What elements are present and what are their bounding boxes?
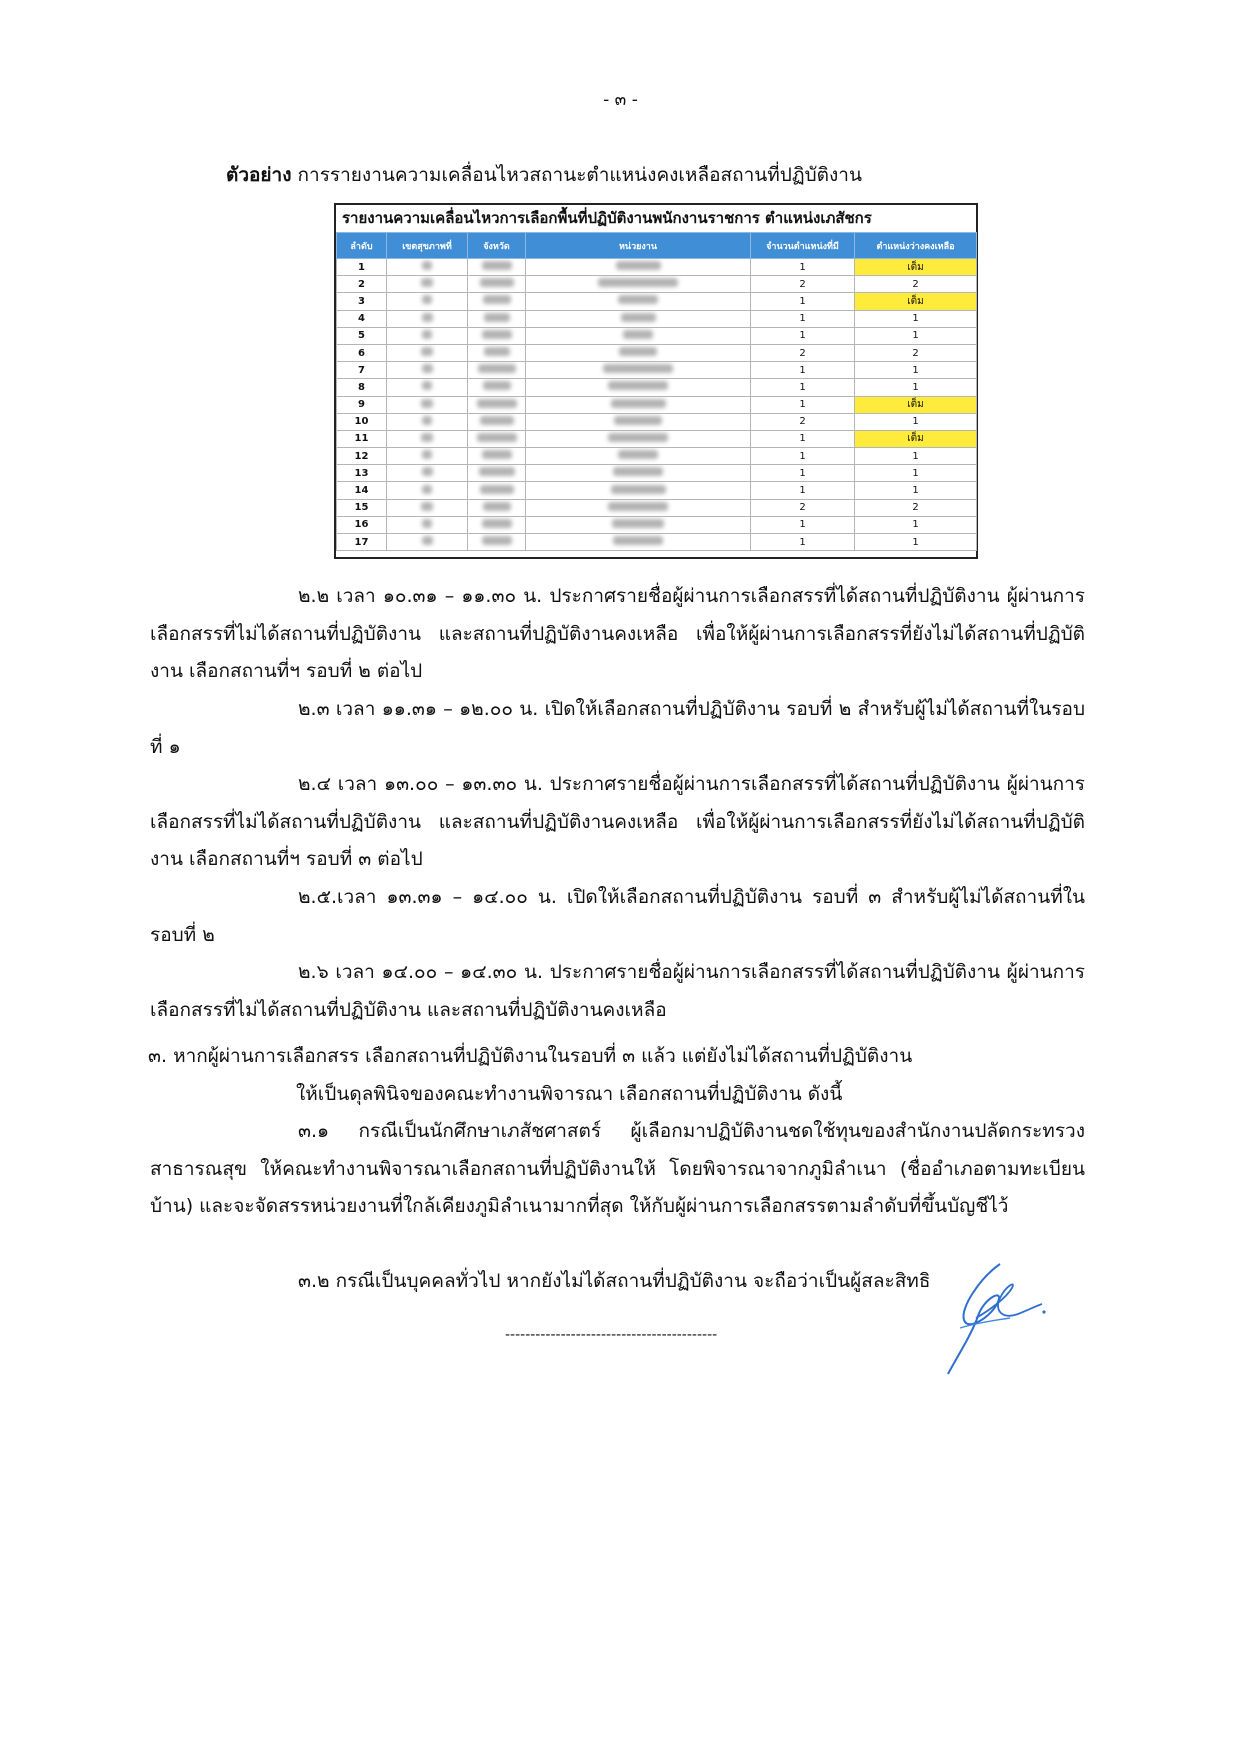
- paragraph-2-6: [150, 954, 1085, 1029]
- positions-cell: 1: [751, 482, 855, 499]
- unit-cell: [526, 534, 751, 551]
- redacted-text: [611, 485, 666, 494]
- province-cell: [468, 327, 526, 344]
- health-zone-cell: [387, 310, 468, 327]
- redacted-text: [616, 261, 661, 270]
- row-number-cell: 17: [337, 534, 387, 551]
- redacted-text: [484, 347, 510, 356]
- remaining-cell: 1: [855, 465, 977, 482]
- table-row: [337, 534, 977, 551]
- unit-cell: [526, 465, 751, 482]
- positions-cell: 2: [751, 276, 855, 293]
- header-cell: ลำดับ: [337, 233, 387, 259]
- handwritten-signature: [940, 1258, 1050, 1378]
- remaining-cell: เต็ม: [855, 430, 977, 447]
- redacted-text: [608, 381, 668, 390]
- positions-cell: 2: [751, 344, 855, 361]
- health-zone-cell: [387, 465, 468, 482]
- sample-report-table: [334, 203, 978, 559]
- province-cell: [468, 310, 526, 327]
- province-cell: [468, 344, 526, 361]
- row-number-cell: 14: [337, 482, 387, 499]
- positions-cell: 1: [751, 293, 855, 310]
- redacted-text: [619, 347, 657, 356]
- redacted-text: [598, 278, 678, 287]
- province-cell: [468, 430, 526, 447]
- redacted-text: [623, 330, 653, 339]
- table-row: [337, 499, 977, 516]
- unit-cell: [526, 327, 751, 344]
- redacted-text: [477, 433, 517, 442]
- table-title: รายงานความเคลื่อนไหวการเลือกพื้นที่ปฏิบัติงานพนักงานราชการ ตำแหน่งเภสัชกร: [342, 209, 872, 227]
- positions-cell: 1: [751, 516, 855, 533]
- redacted-text: [479, 467, 515, 476]
- unit-cell: [526, 396, 751, 413]
- paragraph-text: ให้เป็นดุลพินิจของคณะทำงานพิจารณา เลือกสถานที่ปฏิบัติงาน ดังนี้: [296, 1082, 843, 1105]
- row-number-cell: 8: [337, 379, 387, 396]
- province-cell: [468, 413, 526, 430]
- redacted-text: [618, 295, 658, 304]
- redacted-text: [422, 364, 433, 373]
- province-cell: [468, 465, 526, 482]
- health-zone-cell: [387, 293, 468, 310]
- table-row: [337, 430, 977, 447]
- table-header-row: [337, 233, 977, 259]
- remaining-cell: 1: [855, 516, 977, 533]
- report-grid: [336, 232, 977, 551]
- paragraph-text: ๓.๒ กรณีเป็นบุคคลทั่วไป หากยังไม่ได้สถานที่ปฏิบัติงาน จะถือว่าเป็นผู้สละสิทธิ: [298, 1270, 931, 1292]
- redacted-text: [422, 536, 433, 545]
- redacted-text: [422, 450, 432, 459]
- example-caption: [226, 160, 862, 190]
- remaining-cell: 1: [855, 310, 977, 327]
- header-cell: หน่วยงาน: [526, 233, 751, 259]
- health-zone-cell: [387, 499, 468, 516]
- row-number-cell: 1: [337, 259, 387, 276]
- unit-cell: [526, 482, 751, 499]
- health-zone-cell: [387, 379, 468, 396]
- province-cell: [468, 276, 526, 293]
- row-number-cell: 7: [337, 362, 387, 379]
- health-zone-cell: [387, 482, 468, 499]
- table-row: [337, 413, 977, 430]
- row-number-cell: 12: [337, 448, 387, 465]
- unit-cell: [526, 499, 751, 516]
- paragraph-2-4: [150, 766, 1085, 879]
- table-row: [337, 396, 977, 413]
- positions-cell: 1: [751, 379, 855, 396]
- redacted-text: [478, 364, 516, 373]
- remaining-cell: 1: [855, 448, 977, 465]
- health-zone-cell: [387, 362, 468, 379]
- redacted-text: [422, 467, 433, 476]
- unit-cell: [526, 430, 751, 447]
- unit-cell: [526, 344, 751, 361]
- redacted-text: [483, 502, 511, 511]
- paragraph-2-2: [150, 578, 1085, 691]
- paragraph-text: ๓. หากผู้ผ่านการเลือกสรร เลือกสถานที่ปฏิบัติงานในรอบที่ ๓ แล้ว แต่ยังไม่ได้สถานที่ปฏิบัติงาน: [148, 1045, 913, 1067]
- redacted-text: [603, 364, 673, 373]
- remaining-cell: 1: [855, 327, 977, 344]
- redacted-text: [613, 536, 663, 545]
- example-label: ตัวอย่าง: [226, 164, 292, 186]
- redacted-text: [614, 416, 662, 425]
- redacted-text: [422, 416, 432, 425]
- remaining-cell: เต็ม: [855, 293, 977, 310]
- positions-cell: 2: [751, 499, 855, 516]
- example-text: การรายงานความเคลื่อนไหวสถานะตำแหน่งคงเหลือสถานที่ปฏิบัติงาน: [297, 164, 862, 186]
- redacted-text: [422, 381, 432, 390]
- unit-cell: [526, 362, 751, 379]
- positions-cell: 1: [751, 448, 855, 465]
- unit-cell: [526, 448, 751, 465]
- redacted-text: [480, 485, 514, 494]
- health-zone-cell: [387, 430, 468, 447]
- paragraph-text: ๒.๓ เวลา ๑๑.๓๑ – ๑๒.๐๐ น. เปิดให้เลือกสถานที่ปฏิบัติงาน รอบที่ ๒ สำหรับผู้ไม่ได้สถานที่ในรอบที่ ๑: [150, 698, 1085, 758]
- positions-cell: 2: [751, 413, 855, 430]
- remaining-cell: เต็ม: [855, 259, 977, 276]
- redacted-text: [421, 399, 433, 408]
- table-body: [337, 259, 977, 551]
- paragraph-text: ๒.๕.เวลา ๑๓.๓๑ – ๑๔.๐๐ น. เปิดให้เลือกสถานที่ปฏิบัติงาน รอบที่ ๓ สำหรับผู้ไม่ได้สถานที่ในรอบที่ ๒: [150, 886, 1085, 946]
- unit-cell: [526, 379, 751, 396]
- positions-cell: 1: [751, 430, 855, 447]
- redacted-text: [422, 313, 433, 322]
- table-row: [337, 293, 977, 310]
- redacted-text: [611, 399, 666, 408]
- unit-cell: [526, 259, 751, 276]
- positions-cell: 1: [751, 259, 855, 276]
- row-number-cell: 10: [337, 413, 387, 430]
- province-cell: [468, 362, 526, 379]
- row-number-cell: 4: [337, 310, 387, 327]
- health-zone-cell: [387, 396, 468, 413]
- row-number-cell: 6: [337, 344, 387, 361]
- redacted-text: [618, 450, 658, 459]
- province-cell: [468, 516, 526, 533]
- health-zone-cell: [387, 276, 468, 293]
- header-cell: จังหวัด: [468, 233, 526, 259]
- unit-cell: [526, 516, 751, 533]
- remaining-cell: 1: [855, 482, 977, 499]
- health-zone-cell: [387, 259, 468, 276]
- table-row: [337, 465, 977, 482]
- province-cell: [468, 482, 526, 499]
- redacted-text: [421, 347, 433, 356]
- province-cell: [468, 396, 526, 413]
- remaining-cell: 1: [855, 362, 977, 379]
- redacted-text: [422, 261, 432, 270]
- province-cell: [468, 379, 526, 396]
- row-number-cell: 5: [337, 327, 387, 344]
- health-zone-cell: [387, 516, 468, 533]
- unit-cell: [526, 276, 751, 293]
- health-zone-cell: [387, 448, 468, 465]
- header-cell: เขตสุขภาพที่: [387, 233, 468, 259]
- redacted-text: [621, 313, 656, 322]
- redacted-text: [480, 278, 514, 287]
- health-zone-cell: [387, 534, 468, 551]
- redacted-text: [483, 295, 511, 304]
- unit-cell: [526, 310, 751, 327]
- province-cell: [468, 293, 526, 310]
- province-cell: [468, 499, 526, 516]
- remaining-cell: 1: [855, 379, 977, 396]
- paragraph-3: [148, 1038, 1083, 1113]
- health-zone-cell: [387, 344, 468, 361]
- remaining-cell: 1: [855, 413, 977, 430]
- table-row: [337, 362, 977, 379]
- row-number-cell: 13: [337, 465, 387, 482]
- remaining-cell: 2: [855, 276, 977, 293]
- paragraph-text: ๒.๖ เวลา ๑๔.๐๐ – ๑๔.๓๐ น. ประกาศรายชื่อผู้ผ่านการเลือกสรรที่ได้สถานที่ปฏิบัติงาน ผู้ผ่านการเลือกสรรที่ไม่ได้สถานที่ปฏิบัติงาน และสถานที่ปฏิบัติงานคงเหลือ: [150, 961, 1085, 1021]
- table-row: [337, 379, 977, 396]
- positions-cell: 1: [751, 534, 855, 551]
- row-number-cell: 9: [337, 396, 387, 413]
- province-cell: [468, 534, 526, 551]
- redacted-text: [422, 485, 432, 494]
- redacted-text: [422, 295, 432, 304]
- positions-cell: 1: [751, 362, 855, 379]
- remaining-cell: 2: [855, 499, 977, 516]
- redacted-text: [612, 519, 664, 528]
- health-zone-cell: [387, 327, 468, 344]
- redacted-text: [477, 399, 517, 408]
- redacted-text: [482, 450, 512, 459]
- row-number-cell: 3: [337, 293, 387, 310]
- province-cell: [468, 259, 526, 276]
- positions-cell: 1: [751, 310, 855, 327]
- redacted-text: [613, 467, 663, 476]
- row-number-cell: 16: [337, 516, 387, 533]
- header-cell: จำนวนตำแหน่งที่มี: [751, 233, 855, 259]
- redacted-text: [421, 502, 433, 511]
- paragraph-2-5: [150, 879, 1085, 954]
- remaining-cell: 1: [855, 534, 977, 551]
- redacted-text: [421, 278, 433, 287]
- redacted-text: [483, 381, 511, 390]
- redacted-text: [608, 502, 668, 511]
- remaining-cell: เต็ม: [855, 396, 977, 413]
- redacted-text: [421, 433, 433, 442]
- table-row: [337, 259, 977, 276]
- remaining-cell: 2: [855, 344, 977, 361]
- row-number-cell: 15: [337, 499, 387, 516]
- row-number-cell: 2: [337, 276, 387, 293]
- positions-cell: 1: [751, 396, 855, 413]
- paragraph-2-3: [150, 691, 1085, 766]
- paragraph-3-1: [150, 1113, 1085, 1226]
- paragraph-3-2: [150, 1263, 950, 1301]
- table-row: [337, 516, 977, 533]
- table-row: [337, 276, 977, 293]
- paragraph-text: ๒.๒ เวลา ๑๐.๓๑ – ๑๑.๓๐ น. ประกาศรายชื่อผู้ผ่านการเลือกสรรที่ได้สถานที่ปฏิบัติงาน ผู้ผ่านการเลือกสรรที่ไม่ได้สถานที่ปฏิบัติงาน และสถานที่ปฏิบัติงานคงเหลือ เพื่อให้ผู้ผ่านการเลือกสรรที่ยังไม่ได้สถานที่ปฏิบัติงาน เลือกสถานที่ฯ รอบที่ ๒ ต่อไป: [150, 585, 1085, 682]
- page-number: - ๓ -: [603, 90, 638, 110]
- redacted-text: [482, 330, 512, 339]
- redacted-text: [482, 261, 512, 270]
- positions-cell: 1: [751, 465, 855, 482]
- paragraph-text: ๒.๔ เวลา ๑๓.๐๐ – ๑๓.๓๐ น. ประกาศรายชื่อผู้ผ่านการเลือกสรรที่ได้สถานที่ปฏิบัติงาน ผู้ผ่านการเลือกสรรที่ไม่ได้สถานที่ปฏิบัติงาน และสถานที่ปฏิบัติงานคงเหลือ เพื่อให้ผู้ผ่านการเลือกสรรที่ยังไม่ได้สถานที่ปฏิบัติงาน เลือกสถานที่ฯ รอบที่ ๓ ต่อไป: [150, 773, 1085, 870]
- unit-cell: [526, 293, 751, 310]
- header-cell: ตำแหน่งว่างคงเหลือ: [855, 233, 977, 259]
- paragraph-text: ๓.๑ กรณีเป็นนักศึกษาเภสัชศาสตร์ ผู้เลือกมาปฏิบัติงานชดใช้ทุนของสำนักงานปลัดกระทรวง สาธารณสุข ให้คณะทำงานพิจารณาเลือกสถานที่ปฏิบัติงานให้ โดยพิจารณาจากภูมิลำเนา (ชื่ออำเภอตามทะเบียนบ้าน) และจะจัดสรรหน่วยงานที่ใกล้เคียงภูมิลำเนามากที่สุด ให้กับผู้ผ่านการเลือกสรรตามลำดับที่ขึ้นบัญชีไว้: [150, 1120, 1085, 1217]
- redacted-text: [480, 416, 514, 425]
- positions-cell: 1: [751, 327, 855, 344]
- redacted-text: [422, 519, 432, 528]
- table-row: [337, 448, 977, 465]
- redacted-text: [484, 313, 510, 322]
- table-row: [337, 310, 977, 327]
- table-row: [337, 482, 977, 499]
- table-row: [337, 344, 977, 361]
- province-cell: [468, 448, 526, 465]
- closing-dashed-rule: ------------------------------------------: [505, 1327, 718, 1343]
- redacted-text: [422, 330, 432, 339]
- redacted-text: [482, 519, 512, 528]
- unit-cell: [526, 413, 751, 430]
- health-zone-cell: [387, 413, 468, 430]
- redacted-text: [482, 536, 512, 545]
- redacted-text: [608, 433, 668, 442]
- table-row: [337, 327, 977, 344]
- row-number-cell: 11: [337, 430, 387, 447]
